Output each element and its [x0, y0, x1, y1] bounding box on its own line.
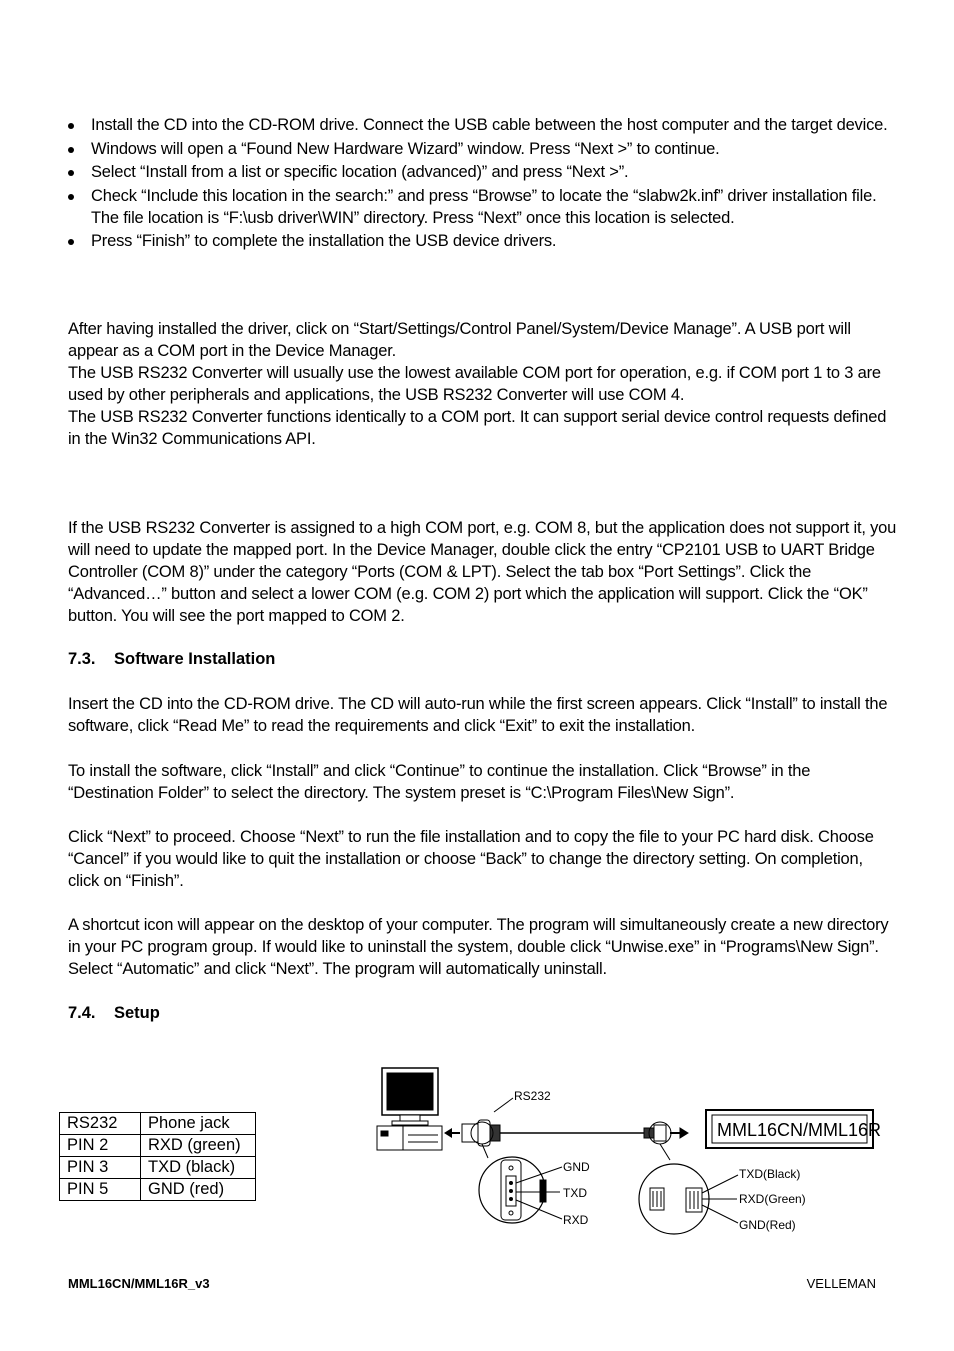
list-item: Press “Finish” to complete the installation the USB device drivers. [68, 230, 898, 252]
footer-brand: VELLEMAN [806, 1276, 876, 1291]
left-pin-label: TXD [563, 1186, 587, 1200]
install-cd-paragraph: Insert the CD into the CD-ROM drive. The CD will auto-run while the first screen appears. Click “Install” to install the software, click “Read Me” to read the requirements and click “Exit” to exit the installation. [68, 695, 888, 735]
list-item: Windows will open a “Found New Hardware Wizard” window. Press “Next >” to continue. [68, 138, 898, 160]
bullet-icon [68, 170, 74, 176]
right-pin-label: TXD(Black) [739, 1167, 801, 1181]
right-pin-label: GND(Red) [739, 1218, 796, 1232]
phone-jack-connector-icon [644, 1122, 688, 1144]
next-paragraph: Click “Next” to proceed. Choose “Next” to run the file installation and to copy the file to your PC hard disk. Choose “Cancel” if you would like to quit the installation or choose “Back” to change the directory setting. On completion, click on “Finish”. [68, 828, 874, 890]
computer-icon [377, 1068, 442, 1150]
table-row: PIN 3 TXD (black) [60, 1157, 256, 1179]
db9-pinout-magnifier-icon [479, 1144, 546, 1223]
right-pin-label: RXD(Green) [739, 1192, 806, 1206]
footer-model: MML16CN/MML16R_v3 [68, 1276, 210, 1291]
table-row: PIN 5 GND (red) [60, 1179, 256, 1201]
section-heading-setup: 7.4. Setup [68, 1004, 160, 1022]
phone-jack-pinout-magnifier-icon [639, 1144, 709, 1234]
rs232-connector-icon [462, 1120, 500, 1146]
bullet-icon [68, 147, 74, 153]
install-steps-list [68, 114, 898, 254]
bullet-icon [68, 123, 74, 129]
section-heading-software: 7.3. Software Installation [68, 650, 276, 668]
install-software-paragraph: To install the software, click “Install” and click “Continue” to continue the installation. Click “Browse” in the “Destination Folder” to select the directory. The system preset is “C:\Program Files\New Sign”. [68, 762, 811, 802]
left-pin-label: GND [563, 1160, 590, 1174]
device-label: MML16CN/MML16R [717, 1120, 882, 1140]
device-label-box [706, 1110, 881, 1148]
rs232-label: RS232 [514, 1089, 551, 1103]
list-item: Select “Install from a list or specific location (advanced)” and press “Next >”. [68, 161, 898, 183]
pin-table [59, 1112, 256, 1201]
list-item: Install the CD into the CD-ROM drive. Connect the USB cable between the host computer and the target device. [68, 114, 898, 136]
table-row: PIN 2 RXD (green) [60, 1135, 256, 1157]
device-manager-paragraph: After having installed the driver, click on “Start/Settings/Control Panel/System/Device Manage”. A USB port will appear as a COM port in the Device Manager. The USB RS232 Converter will usually use the lowest available COM port for operation, e.g. if COM port 1 to 3 are used by other peripherals and applications, the USB RS232 Converter will use COM 4. The USB RS232 Converter functions identically to a COM port. It can support serial device control requests defined in the Win32 Communications API. [68, 320, 887, 448]
shortcut-paragraph: A shortcut icon will appear on the desktop of your computer. The program will simultaneously create a new directory in your PC program group. If would like to uninstall the system, double click “Unwise.exe” in “Programs\New Sign”. Select “Automatic” and click “Next”. The program will automatically uninstall. [68, 916, 889, 978]
bullet-icon [68, 194, 74, 200]
high-com-paragraph: If the USB RS232 Converter is assigned to a high COM port, e.g. COM 8, but the application does not support it, you will need to update the mapped port. In the Device Manager, double click the entry “CP2101 USB to UART Bridge Controller (COM 8)” under the category “Ports (COM & LPT). Select the tab box “Port Settings”. Click the “Advanced…” button and select a lower COM (e.g. COM 2) port which the application will support. Click the “OK” button. You will see the port mapped to COM 2. [68, 519, 897, 625]
arrow-left-icon [444, 1128, 460, 1138]
list-item: Check “Include this location in the search:” and press “Browse” to locate the “slabw2k.inf” driver installation file. The file location is “F:\usb driver\WIN” directory. Press “Next” once this location is selected. [68, 185, 898, 229]
connection-diagram [370, 1062, 882, 1238]
left-pin-label: RXD [563, 1213, 589, 1227]
table-header-row: RS232 Phone jack [60, 1113, 256, 1135]
bullet-icon [68, 239, 74, 245]
